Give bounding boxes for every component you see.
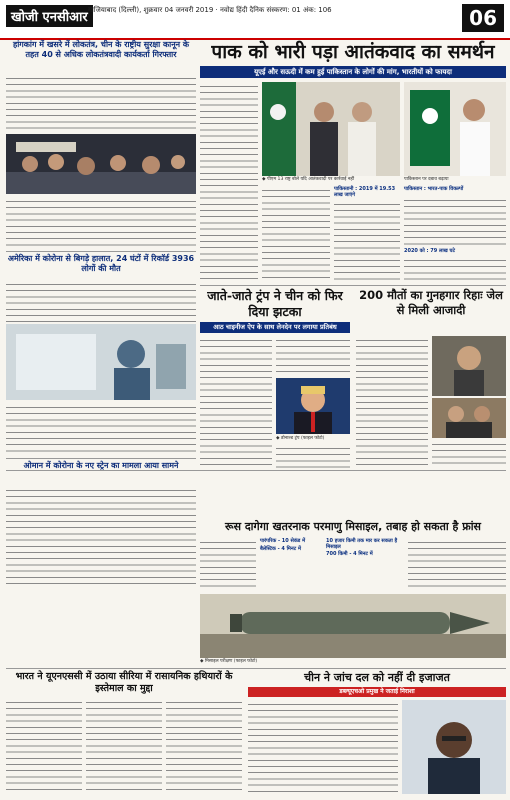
dateline: गाजियाबाद (दिल्ली), शुक्रवार 04 जनवरी 2019 · नवोद्य हिंदी दैनिक संस्करण: 01 अंक: 106 (88, 6, 332, 14)
left-headline-hongkong: हांगकांग में खसरे में लोकतंत्र, चीन के राष्ट्रीय सुरक्षा कानून के तहत 40 से अधिक लोकतंत्रवादी कार्यकर्ता गिरफ्तार (12, 40, 190, 59)
missile-photo (200, 594, 506, 658)
unsc-headline: भारत ने यूएनएससी में उठाया सीरिया में रासायनिक हथियारों के इस्तेमाल का मुद्दा (15, 671, 233, 694)
newspaper-logo: खोजी एनसीआर (6, 5, 93, 27)
release-photo-prisoner (432, 336, 506, 396)
missile-image (200, 594, 506, 658)
crowd-image (6, 134, 196, 194)
trump-deck: आठ चाइनीज ऐप के साथ लेनदेन पर लगाया प्रतिबंध (200, 322, 350, 333)
hongkong-protest-photo (6, 134, 196, 194)
trump-photo-caption: ◆ डोनाल्ड ट्रंप (फाइल फोटो) (276, 436, 325, 441)
page-number: 06 (462, 4, 504, 32)
lead-subhead-c: 2020 को : 79 लाख घटे (404, 248, 455, 254)
release-headline: 200 मौतों का गुनहगार रिहाः जेल से मिली आजादी (359, 288, 503, 317)
lead-deck: यूएई और सऊदी में कम हुई पाकिस्तान के लोगों की मांग, भारतीयों को फायदा (200, 66, 506, 78)
left-headline-oman: ओमान में कोरोना के नए स्ट्रेन का मामला आया सामने (23, 461, 179, 470)
missile-divider-top (6, 470, 506, 471)
masthead (0, 0, 510, 40)
who-deck: डब्ल्यूएचओ प्रमुख ने जताई निराशा (248, 687, 506, 697)
lead-photo-caption-2: पाकिस्तान पर दबाव बढ़ाया (404, 177, 449, 182)
release-column-1 (356, 336, 428, 468)
missile-photo-caption: ◆ मिसाइल परीक्षण (फाइल फोटो) (200, 659, 258, 664)
lead-column-5 (404, 256, 506, 282)
left-divider-2 (6, 458, 196, 459)
unsc-column-3 (166, 698, 242, 794)
covid-lab-photo (6, 324, 196, 400)
trump-photo (276, 378, 350, 434)
leaders-meeting-image (262, 82, 400, 176)
missile-headline: रूस दागेगा खतरनाक परमाणु मिसाइल, तबाह हो सकता है फ्रांस (225, 520, 481, 533)
lead-photo-caption-1: ◆ पीएम 13 राष्ट्र बोले यदि आतंकवादी पर कार्रवाई नहीं (262, 177, 355, 182)
trump-column-1 (200, 336, 272, 468)
bottom-divider-top (6, 668, 506, 669)
trump-headline: जाते-जाते ट्रंप ने चीन को फिर दिया झटका (207, 288, 343, 319)
flag-image (404, 82, 506, 176)
left-article-hongkong-text-2 (6, 197, 196, 247)
who-chief-photo (402, 700, 506, 794)
missile-stat-1: पारंपरिक - 10 सेकंड में (260, 538, 306, 544)
release-column-2 (432, 440, 506, 468)
left-article-us-covid-text-2 (6, 403, 196, 455)
lead-photo-flag (404, 82, 506, 176)
missile-column-1 (200, 538, 256, 590)
prisoner-image (432, 336, 506, 396)
left-article-oman-text (6, 486, 196, 586)
lead-photo-leaders (262, 82, 400, 176)
trump-portrait-image (276, 378, 350, 434)
missile-stat-4: 700 किमी - 4 मिनट में (326, 551, 373, 557)
lab-worker-image (6, 324, 196, 400)
lead-subhead-b: पाकिस्तान : भारत-पाक विकल्पों (404, 186, 464, 192)
lead-column-1 (200, 82, 258, 282)
left-headline-us-covid: अमेरिका में कोरोना से बिगड़े हालात, 24 घंटों में रिकॉर्ड 3936 लोगों की मौत (7, 254, 195, 273)
trump-column-3 (276, 444, 350, 468)
left-article-us-covid-text (6, 280, 196, 322)
lead-column-2 (262, 186, 330, 282)
missile-stat-3: 10 हजार किमी तक मार कर सकता है मिसाइल (326, 538, 398, 550)
left-article-hongkong-text (6, 74, 196, 132)
mid-divider-top (200, 285, 506, 286)
left-divider (6, 251, 196, 252)
lead-headline: पाक को भारी पड़ा आतंकवाद का समर्थन (211, 41, 495, 63)
missile-column-2 (408, 538, 506, 590)
who-column-1 (248, 700, 398, 794)
court-image (432, 398, 506, 438)
lead-column-4 (404, 196, 506, 246)
lead-column-3 (334, 200, 400, 282)
unsc-column-1 (6, 698, 82, 794)
unsc-column-2 (86, 698, 162, 794)
who-chief-image (402, 700, 506, 794)
trump-column-2 (276, 336, 350, 376)
release-photo-court (432, 398, 506, 438)
who-headline: चीन ने जांच दल को नहीं दी इजाजत (304, 671, 450, 684)
lead-subhead-a: पाकिस्तानी : 2019 में 19.53 लाख जाएंगे (334, 186, 396, 198)
missile-stat-2: बैलेस्टिक - 4 मिनट में (260, 546, 301, 552)
